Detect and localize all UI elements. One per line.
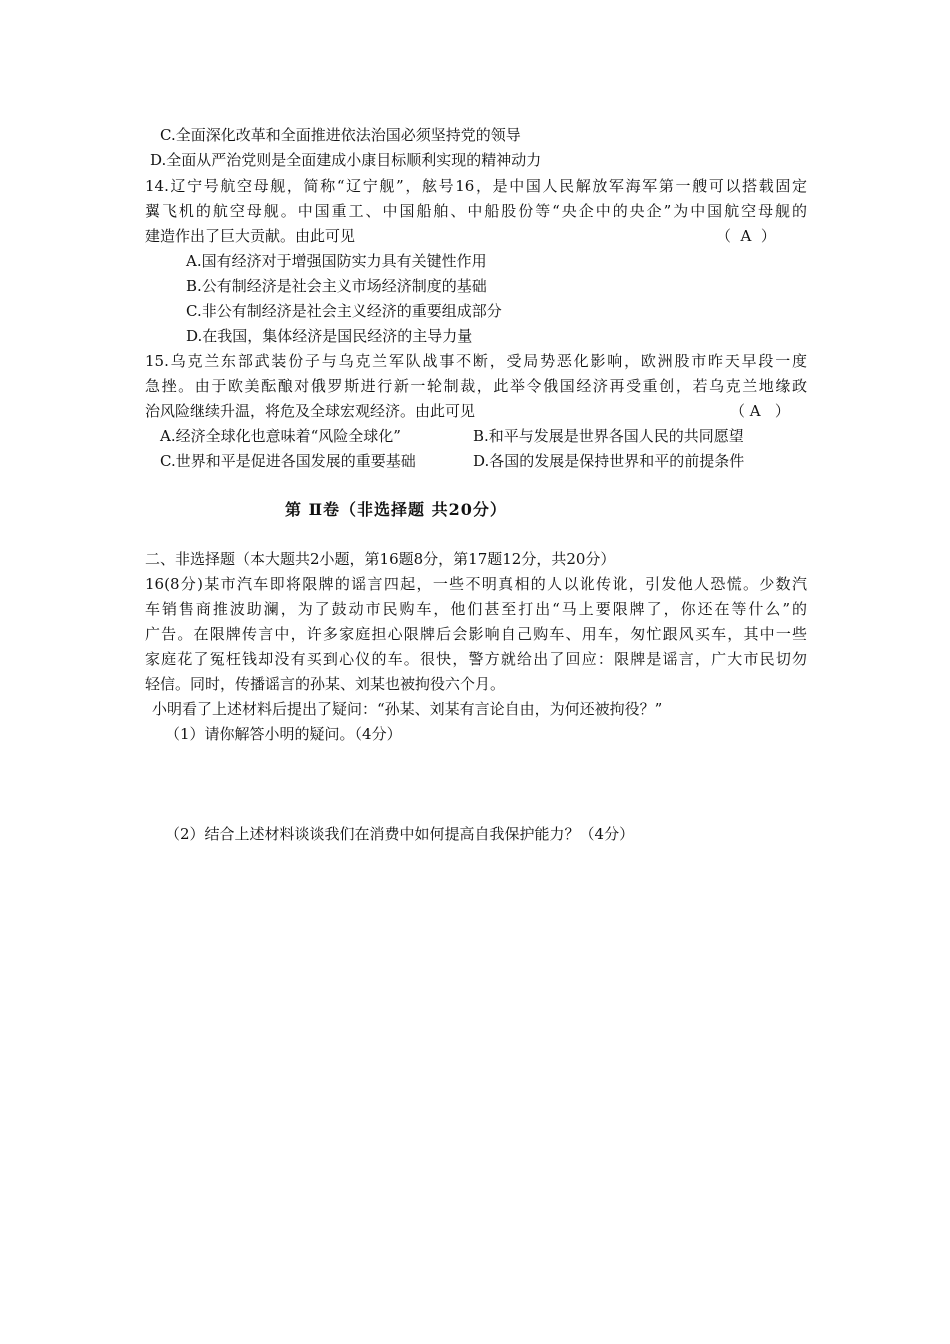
q14-option-a: A.国有经济对于增强国防实力具有关键性作用 — [186, 252, 487, 270]
q13-option-d: D.全面从严治党则是全面建成小康目标顺利实现的精神动力 — [150, 151, 542, 169]
q16-material-line3: 广告。在限牌传言中，许多家庭担心限牌后会影响自己购车、用车，匆忙跟风买车，其中一些 — [145, 625, 807, 643]
q16-question-intro: 小明看了上述材料后提出了疑问：“孙某、刘某有言论自由，为何还被拘役？” — [152, 700, 663, 718]
q15-option-c: C.世界和平是促进各国发展的重要基础 — [160, 452, 416, 470]
q15-option-a: A.经济全球化也意味着“风险全球化” — [160, 427, 401, 445]
q14-stem-line1: 14.辽宁号航空母舰，简称“辽宁舰”，舷号16，是中国人民解放军海军第一艘可以搭载固定 — [145, 177, 807, 195]
q15-stem-line3: 治风险继续升温，将危及全球宏观经济。由此可见 — [145, 402, 476, 420]
q16-subquestion-1: （1）请你解答小明的疑问。（4分） — [165, 725, 402, 743]
q16-material-line1: 16(8分)某市汽车即将限牌的谣言四起，一些不明真相的人以讹传讹，引发他人恐慌。少数汽 — [145, 575, 807, 593]
q14-answer: （ A ） — [716, 227, 776, 245]
q14-option-c: C.非公有制经济是社会主义经济的重要组成部分 — [186, 302, 502, 320]
q14-stem-line2: 翼飞机的航空母舰。中国重工、中国船舶、中船股份等“央企中的央企”为中国航空母舰的 — [145, 202, 807, 220]
q16-material-line2: 车销售商推波助澜，为了鼓动市民购车，他们甚至打出“马上要限牌了，你还在等什么”的 — [145, 600, 807, 618]
q15-stem-line1: 15.乌克兰东部武装份子与乌克兰军队战事不断，受局势恶化影响，欧洲股市昨天早段一度 — [145, 352, 807, 370]
section-heading: 二、非选择题（本大题共2小题，第16题8分，第17题12分，共20分） — [145, 550, 616, 568]
q16-material-line5: 轻信。同时，传播谣言的孙某、刘某也被拘役六个月。 — [145, 675, 506, 693]
q15-option-b: B.和平与发展是世界各国人民的共同愿望 — [473, 427, 744, 445]
q14-option-b: B.公有制经济是社会主义市场经济制度的基础 — [186, 277, 487, 295]
q15-option-d: D.各国的发展是保持世界和平的前提条件 — [473, 452, 745, 470]
q16-material-line4: 家庭花了冤枉钱却没有买到心仪的车。很快，警方就给出了回应：限牌是谣言，广大市民切勿 — [145, 650, 807, 668]
part2-title: 第 Ⅱ卷（非选择题 共20分） — [285, 500, 507, 519]
q16-subquestion-2: （2）结合上述材料谈谈我们在消费中如何提高自我保护能力？（4分） — [165, 825, 635, 843]
q14-stem-line3: 建造作出了巨大贡献。由此可见 — [145, 227, 356, 245]
q15-answer: （ A ） — [730, 402, 790, 420]
q14-option-d: D.在我国，集体经济是国民经济的主导力量 — [186, 327, 473, 345]
q15-stem-line2: 急挫。由于欧美酝酿对俄罗斯进行新一轮制裁，此举令俄国经济再受重创，若乌克兰地缘政 — [145, 377, 807, 395]
q13-option-c: C.全面深化改革和全面推进依法治国必须坚持党的领导 — [160, 126, 521, 144]
